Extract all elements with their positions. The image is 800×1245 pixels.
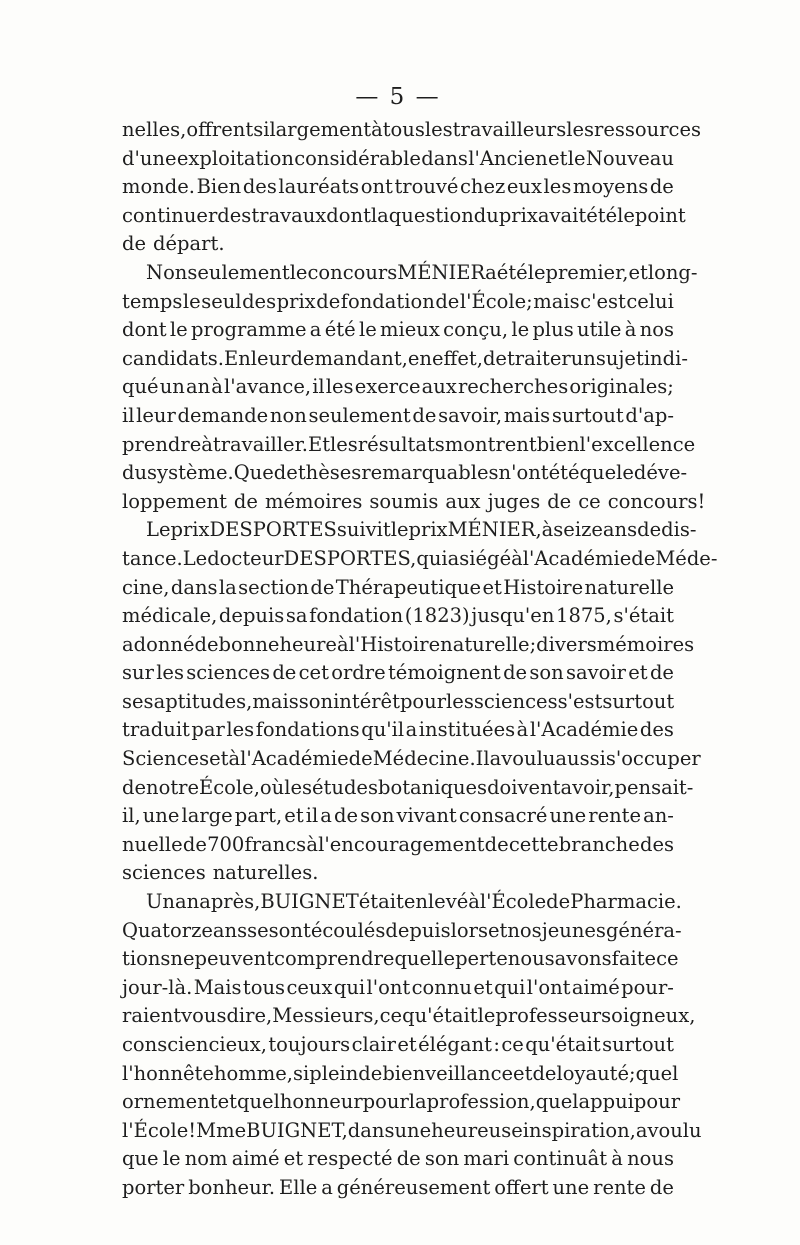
text-line: traduit par les fondations qu'il a instituées à l'Académie des <box>122 718 674 742</box>
text-line: de départ. <box>122 232 225 256</box>
text-line: nuelle de 700 francs à l'encouragement de cette branche des <box>122 832 674 856</box>
text-line: il leur demande non seulement de savoir, mais surtout d'ap- <box>122 403 674 427</box>
text-line: qué un an à l'avance, il les exerce aux recherches originales; <box>122 375 674 399</box>
text-line: du système. Que de thèses remarquables n'ont été que le déve- <box>122 461 688 485</box>
text-line: tance. Le docteur DESPORTES, qui a siégé à l'Académie de Méde- <box>122 546 718 570</box>
text-line: consciencieux, toujours clair et élégant : ce qu'était surtout <box>122 1033 674 1056</box>
text-line: de notre École, où les études botaniques doivent avoir, pensait- <box>122 775 694 799</box>
text-line: adonné de bonne heure à l'Histoire naturelle; divers mémoires <box>122 632 695 656</box>
document-page <box>122 80 718 1203</box>
text-line: sciences naturelles. <box>122 861 319 885</box>
text-line: Le prix DESPORTES suivit le prix MÉNIER, à seize ans de dis- <box>146 518 697 542</box>
text-line: Un an après, BUIGNET était enlevé à l'École de Pharmacie. <box>146 890 682 914</box>
text-line: Sciences et à l'Académie de Médecine. Il a voulu aussi s'occuper <box>122 747 701 771</box>
text-line: raient vous dire, Messieurs, ce qu'était le professeur soigneux, <box>122 1004 696 1028</box>
page-number: — 5 — <box>355 84 441 110</box>
body-text <box>122 116 718 1203</box>
text-line: temps le seul des prix de fondation de l'École; mais c'est celui <box>122 289 674 313</box>
text-line: Quatorze ans se sont écoulés depuis lors et nos jeunes généra- <box>122 918 682 942</box>
text-line: candidats. En leur demandant, en effet, de traiter un sujet indi- <box>122 346 688 370</box>
text-line: dont le programme a été le mieux conçu, le plus utile à nos <box>122 318 674 342</box>
text-line: médicale, depuis sa fondation (1823) jusqu'en 1875, s'était <box>122 604 674 628</box>
text-line: nelles, offrent si largement à tous les travailleurs les ressources <box>122 118 702 141</box>
text-line: tions ne peuvent comprendre quelle perte nous avons faite ce <box>122 947 679 971</box>
text-line: sur les sciences de cet ordre témoignent de son savoir et de <box>122 661 674 685</box>
text-line: prendre à travailler. Et les résultats montrent bien l'excellence <box>122 432 696 456</box>
text-line: jour-là. Mais tous ceux qui l'ont connu et qui l'ont aimé pour- <box>122 975 674 999</box>
text-line: d'une exploitation considérable dans l'Ancien et le Nouveau <box>122 146 674 170</box>
text-line: continuer des travaux dont la question du prix avait été le point <box>122 203 686 227</box>
text-line: loppement de mémoires soumis aux juges de ce concours! <box>122 489 706 513</box>
text-line: que le nom aimé et respecté de son mari continuât à nous <box>122 1147 674 1171</box>
text-line: ornement et quel honneur pour la profession, quel appui pour <box>122 1090 681 1114</box>
text-line: il, une large part, et il a de son vivant consacré une rente an- <box>122 804 674 828</box>
text-line: monde. Bien des lauréats ont trouvé chez eux les moyens de <box>122 175 674 199</box>
text-line: cine, dans la section de Thérapeutique et Histoire naturelle <box>122 575 674 599</box>
text-line: l'honnête homme, si plein de bienveillance et de loyauté; quel <box>122 1061 679 1085</box>
text-line: Non seulement le concours MÉNIER a été le premier, et long- <box>146 260 698 284</box>
text-line: l'École! Mme BUIGNET, dans une heureuse inspiration, a voulu <box>122 1118 702 1142</box>
text-line: porter bonheur. Elle a généreusement offert une rente de <box>122 1175 674 1199</box>
text-line: ses aptitudes, mais son intérêt pour les sciences s'est surtout <box>122 689 675 713</box>
